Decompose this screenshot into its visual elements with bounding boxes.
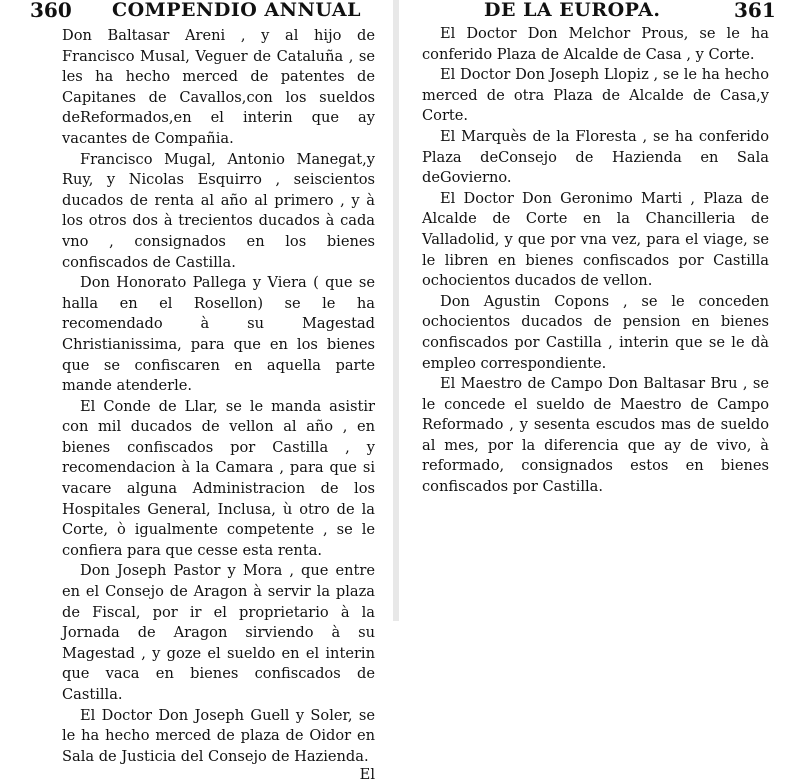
left-page-number: 360 [30, 0, 72, 22]
paragraph: El Doctor Don Geronimo Marti , Plaza de Alcalde de Corte en la Chancilleria de Valladolid, y que por vna vez, para el viage, se le libren en bienes confiscados por Castilla ochocientos ducados de vellon. [422, 189, 769, 290]
catchword: El [359, 766, 375, 784]
paragraph: Don Agustin Copons , se le conceden ochocientos ducados de pension en bienes confiscados por Castilla , interin que se le dà empleo correspondiente. [422, 292, 769, 372]
right-body [402, 22, 785, 498]
right-running-head: DE LA EUROPA. [484, 0, 661, 21]
gutter [393, 0, 399, 621]
paragraph: Don Joseph Pastor y Mora , que entre en el Consejo de Aragon à servir la plaza de Fiscal, por ir el proprietario à la Jornada de Aragon sirviendo à su Magestad , y goze el sueldo en el interin que vaca en bienes confiscados de Castilla. [62, 562, 375, 703]
paragraph: El Doctor Don Melchor Prous, se le ha conferido Plaza de Alcalde de Casa , y Corte. [422, 25, 769, 63]
paragraph: Don Baltasar Areni , y al hijo de Francisco Musal, Veguer de Cataluña , se les ha hecho merced de patentes de Capitanes de Cavallos,con los sueldos deReformados,en el interin que ay vacantes de Compañia. [62, 27, 375, 147]
left-body [0, 22, 395, 767]
paragraph: El Conde de Llar, se le manda asistir con mil ducados de vellon al año , en bienes confiscados por Castilla , y recomendacion à la Camara , para que si vacare alguna Administracion de los Hospitales General, Inclusa, ù otro de la Corte, ò igualmente competente , se le confiera para que cesse esta renta. [62, 397, 375, 559]
paragraph: El Marquès de la Floresta , se ha conferido Plaza deConsejo de Hazienda en Sala deGovierno. [422, 127, 769, 187]
right-header [402, 0, 785, 22]
right-page [402, 0, 785, 498]
right-page-number: 361 [734, 0, 776, 22]
paragraph: Francisco Mugal, Antonio Manegat,y Ruy, y Nicolas Esquirro , seiscientos ducados de renta al año al primero , y à los otros dos à trecientos ducados à cada vno , consignados en los bienes confiscados de Castilla. [62, 150, 375, 271]
paragraph: El Doctor Don Joseph Guell y Soler, se le ha hecho merced de plaza de Oidor en Sala de Justicia del Consejo de Hazienda. [62, 706, 375, 765]
left-header [0, 0, 395, 22]
paragraph: El Doctor Don Joseph Llopiz , se le ha hecho merced de otra Plaza de Alcalde de Casa,y Corte. [422, 66, 769, 125]
paragraph: Don Honorato Pallega y Viera ( que se halla en el Rosellon) se le ha recomendado à su Magestad Christianissima, para que en los bienes que se confiscaren en aquella parte mande atenderle. [62, 274, 375, 395]
paragraph: El Maestro de Campo Don Baltasar Bru , se le concede el sueldo de Maestro de Campo Reformado , y sesenta escudos mas de sueldo al mes, por la diferencia que ay de vivo, à reformado, consignados estos en bienes confiscados por Castilla. [422, 375, 769, 496]
left-running-head: COMPENDIO ANNUAL [112, 0, 361, 21]
